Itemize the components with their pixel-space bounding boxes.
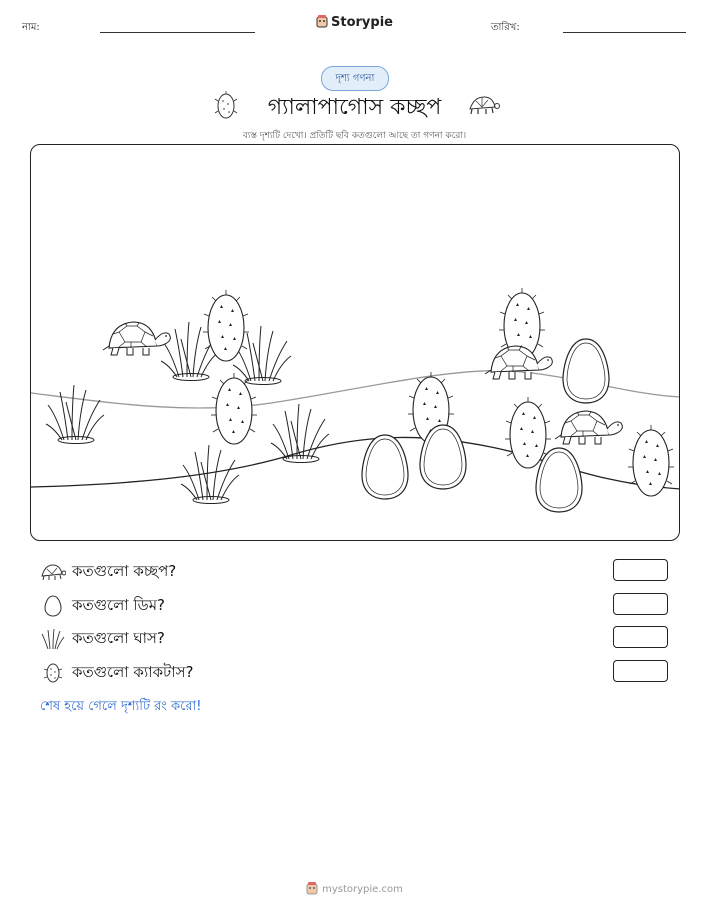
cactus-icon <box>40 662 66 684</box>
storypie-footer-logo-icon <box>306 881 318 895</box>
question-text: কতগুলো ঘাস? <box>72 629 165 647</box>
category-badge: দৃশ্য গণনা <box>321 66 389 91</box>
page-title: গ্যালাপাগোস কচ্ছপ <box>267 95 442 120</box>
question-text: কতগুলো ক্যাকটাস? <box>72 663 194 681</box>
storypie-logo-icon <box>316 14 328 28</box>
egg-icon <box>40 595 66 617</box>
question-tortoise <box>40 560 176 585</box>
question-text: কতগুলো ডিম? <box>72 596 165 614</box>
brand <box>0 14 709 30</box>
question-text: কতগুলো কচ্ছপ? <box>72 562 177 580</box>
brand-name: Storypie <box>331 15 393 30</box>
answer-box-egg[interactable] <box>613 593 668 615</box>
footer-url[interactable]: mystorypie.com <box>322 884 403 895</box>
footer <box>0 881 709 895</box>
answer-box-grass[interactable] <box>613 626 668 648</box>
answer-box-tortoise[interactable] <box>613 559 668 581</box>
name-label: নাম: <box>22 22 40 33</box>
instructions: ব্যস্ত দৃশ্যটি দেখো। প্রতিটি ছবি কতগুলো আছে তা গণনা করো। <box>242 131 467 141</box>
front-hill-line <box>31 437 680 489</box>
question-egg <box>40 594 165 619</box>
date-line[interactable] <box>563 32 686 33</box>
tortoise-icon <box>40 561 66 583</box>
question-cactus <box>40 661 193 686</box>
finish-note: শেষ হয়ে গেলে দৃশ্যটি রং করো! <box>40 699 202 714</box>
question-grass <box>40 627 165 652</box>
date-label: তারিখ: <box>491 22 520 33</box>
scene-illustration <box>31 145 680 541</box>
answer-box-cactus[interactable] <box>613 660 668 682</box>
counting-scene <box>30 144 680 541</box>
grass-icon <box>40 628 66 650</box>
tortoise-icon <box>466 95 500 117</box>
name-line[interactable] <box>100 32 255 33</box>
